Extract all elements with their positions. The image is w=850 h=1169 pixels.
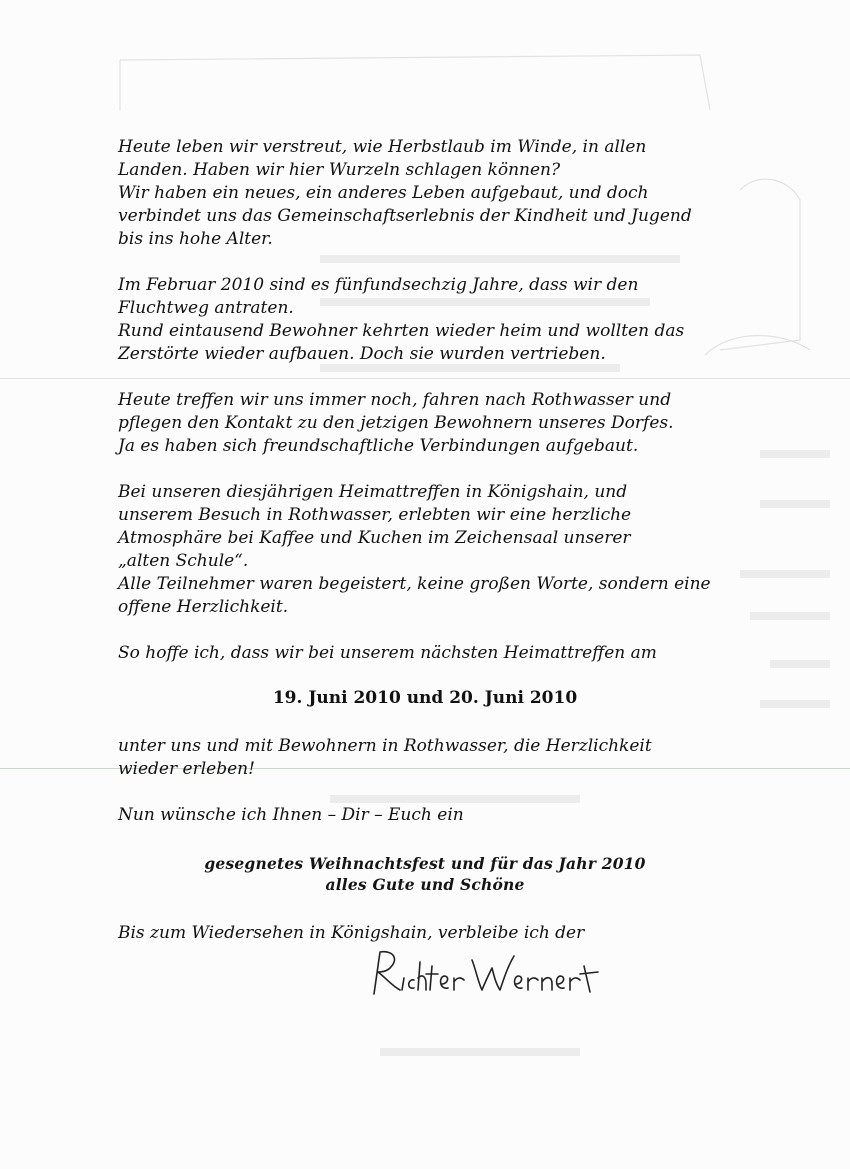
paragraph-heimattreffen: Bei unseren diesjährigen Heimattreffen in Königshain, und unserem Besuch in Rothwasser, erlebten wir eine herzliche Atmosphäre bei Kaffee und Kuchen im Zeichensaal unserer „alten Schule“. Alle Teilnehmer waren begeistert, keine großen Worte, sondern eine offene Herzlichkeit. bbox=[118, 482, 711, 617]
paragraph-herzlichkeit: unter uns und mit Bewohnern in Rothwasser, die Herzlichkeit wieder erleben! bbox=[118, 736, 652, 779]
greeting-line-2: alles Gute und Schöne bbox=[325, 875, 525, 894]
paragraph-fluchtweg: Im Februar 2010 sind es fünfundsechzig Jahre, dass wir den Fluchtweg antraten. Rund eintausend Bewohner kehrten wieder heim und wollten das Zerstörte wieder aufbauen. Doch sie wurden vertrieben. bbox=[118, 275, 685, 364]
paragraph-hoffnung: So hoffe ich, dass wir bei unserem nächsten Heimattreffen am bbox=[118, 643, 657, 663]
handwritten-signature bbox=[362, 944, 612, 1004]
wish-intro: Nun wünsche ich Ihnen – Dir – Euch ein bbox=[118, 805, 464, 825]
closing-line: Bis zum Wiedersehen in Königshain, verbleibe ich der bbox=[118, 923, 585, 943]
meeting-dates: 19. Juni 2010 und 20. Juni 2010 bbox=[272, 688, 578, 708]
paragraph-rothwasser: Heute treffen wir uns immer noch, fahren nach Rothwasser und pflegen den Kontakt zu den jetzigen Bewohnern unseres Dorfes. Ja es haben sich freundschaftliche Verbindungen aufgebaut. bbox=[118, 390, 674, 456]
letter-body bbox=[118, 136, 798, 688]
paragraph-herbstlaub: Heute leben wir verstreut, wie Herbstlaub im Winde, in allen Landen. Haben wir hier Wurzeln schlagen können? Wir haben ein neues, ein anderes Leben aufgebaut, und doch verbindet uns das Gemeinschaftserlebnis der Kindheit und Jugend bis ins hohe Alter. bbox=[118, 137, 692, 249]
christmas-greeting bbox=[0, 853, 850, 895]
greeting-line-1: gesegnetes Weihnachtsfest und für das Jahr 2010 bbox=[204, 854, 646, 873]
